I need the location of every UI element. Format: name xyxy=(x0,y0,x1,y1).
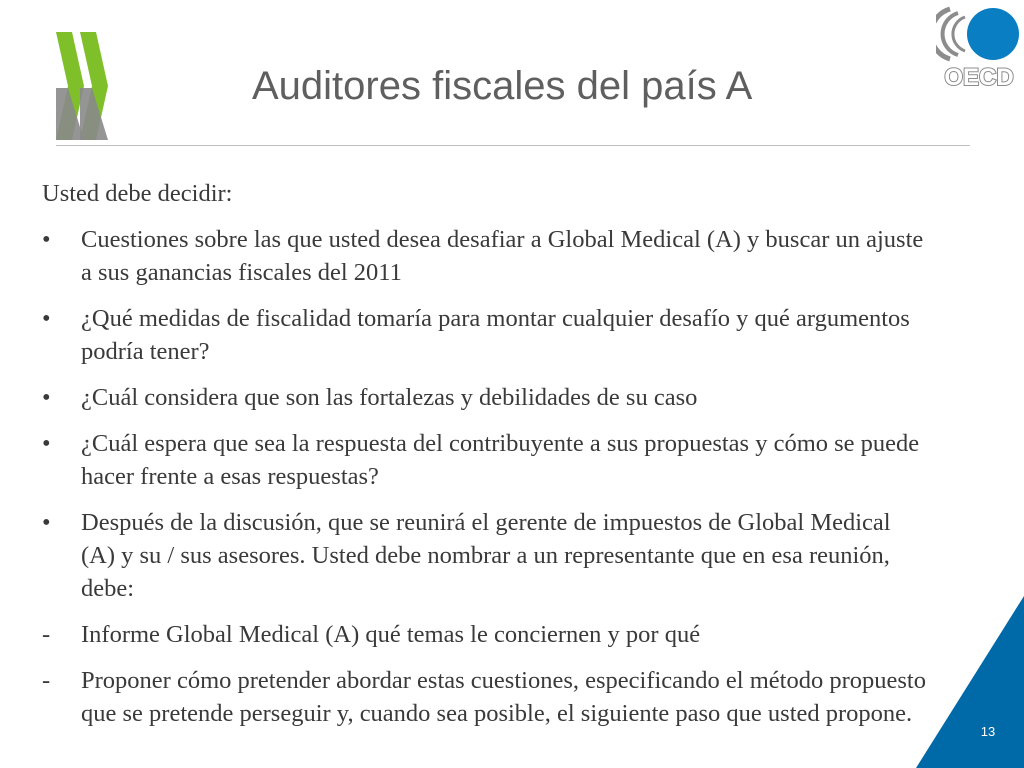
bullet-marker: • xyxy=(42,226,51,253)
logo-text: OECD xyxy=(944,64,1014,89)
logo-circle-icon xyxy=(967,8,1019,60)
list-item-text: Proponer cómo pretender abordar estas cuestiones, especificando el método propuesto que se pretende perseguir y, cuando sea posible, el siguiente paso que usted propone. xyxy=(81,667,926,727)
bullet-marker: • xyxy=(42,384,51,411)
page-number: 13 xyxy=(980,724,996,739)
title-divider xyxy=(56,145,970,146)
list-item xyxy=(42,618,927,651)
list-item xyxy=(42,427,927,493)
list-item xyxy=(42,506,927,605)
bullet-marker: • xyxy=(42,305,51,332)
list-item-text: ¿Cuál espera que sea la respuesta del contribuyente a sus propuestas y cómo se puede hacer frente a esas respuestas? xyxy=(81,430,920,490)
list-item-text: Informe Global Medical (A) qué temas le conciernen y por qué xyxy=(81,621,701,648)
corner-triangle-decoration xyxy=(916,596,1024,768)
list-item xyxy=(42,381,927,414)
list-item xyxy=(42,302,927,368)
bullet-marker: • xyxy=(42,430,51,457)
list-item-text: Cuestiones sobre las que usted desea desafiar a Global Medical (A) y buscar un ajuste a sus ganancias fiscales del 2011 xyxy=(81,226,924,286)
list-item xyxy=(42,223,927,289)
list-item-text: ¿Cuál considera que son las fortalezas y debilidades de su caso xyxy=(81,384,698,411)
list-item-text: Después de la discusión, que se reunirá el gerente de impuestos de Global Medical (A) y su / sus asesores. Usted debe nombrar a un representante que en esa reunión, debe: xyxy=(81,509,891,602)
slide-body xyxy=(42,177,927,743)
logo-arcs-icon xyxy=(936,9,965,59)
list-item-text: ¿Qué medidas de fiscalidad tomaría para montar cualquier desafío y qué argumentos podría tener? xyxy=(81,305,910,365)
bullet-marker: • xyxy=(42,509,51,536)
chevron-decoration-icon xyxy=(54,32,110,140)
oecd-logo xyxy=(936,5,1022,89)
dash-marker: - xyxy=(42,667,51,694)
intro-text: Usted debe decidir: xyxy=(42,180,233,207)
page-title: Auditores fiscales del país A xyxy=(252,64,753,108)
dash-marker: - xyxy=(42,621,51,648)
list-item xyxy=(42,664,927,730)
